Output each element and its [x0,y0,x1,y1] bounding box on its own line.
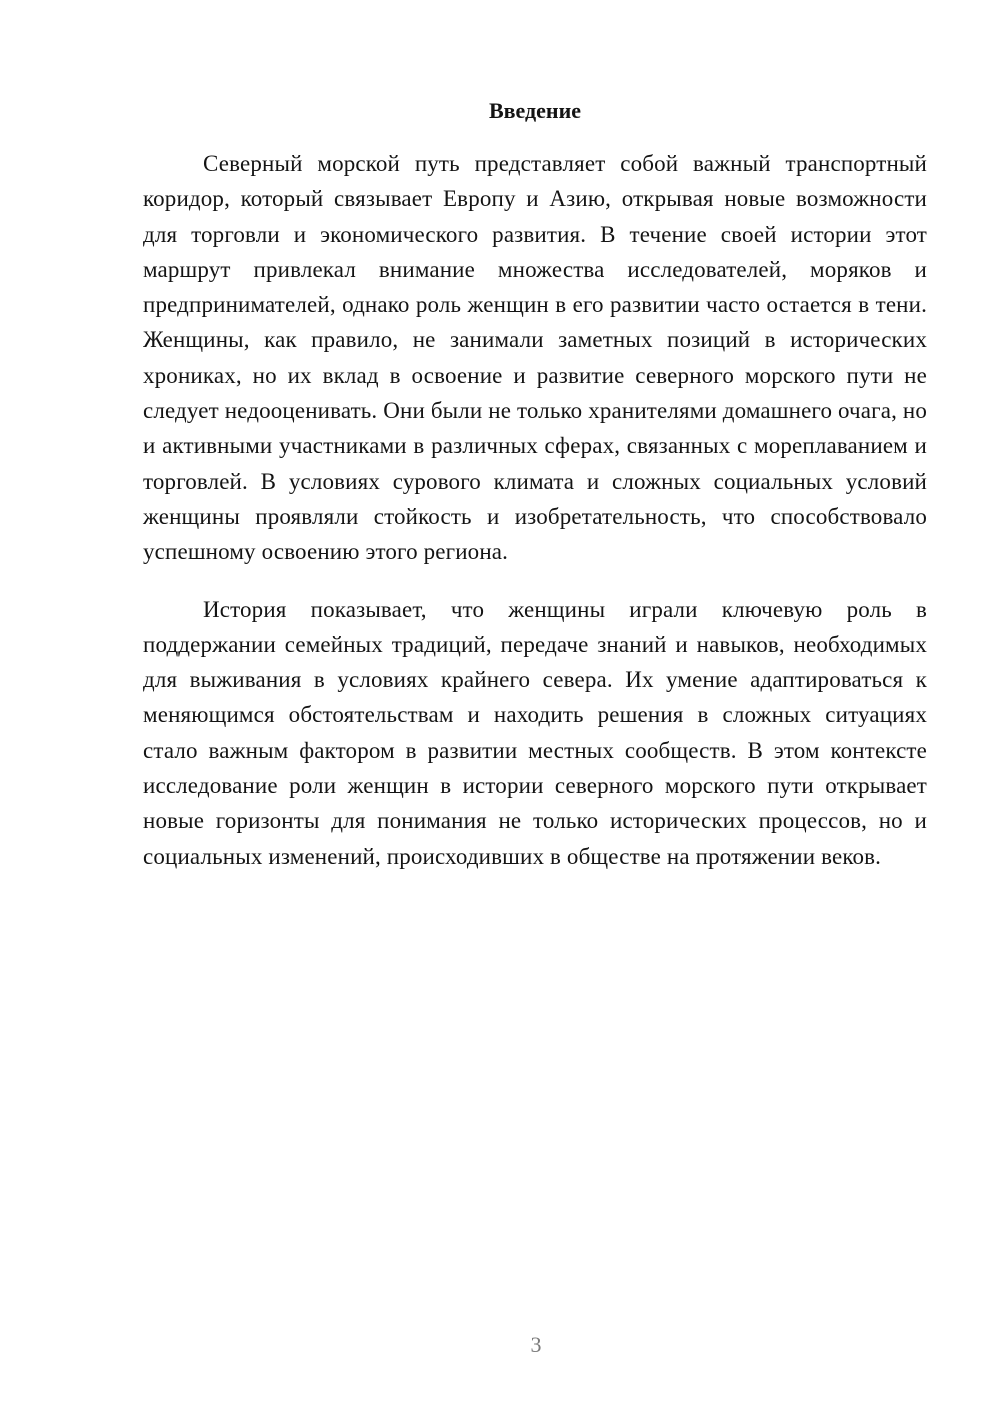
page-number: 3 [530,1332,542,1357]
paragraph-history: История показывает, что женщины играли ключевую роль в поддержании семейных традиций, передаче знаний и навыков, необходимых для выживания в условиях крайнего севера. Их умение адаптироваться к меняющимся обстоятельствам и находить решения в сложных ситуациях стало важным фактором в развитии местных сообществ. В этом контексте исследование роли женщин в истории северного морского пути открывает новые горизонты для понимания не только исторических процессов, но и социальных изменений, происходивших в обществе на протяжении веков. [143,596,927,869]
section-heading: Введение [488,98,582,123]
page-content [143,90,927,874]
paragraph-intro: Северный морской путь представляет собой важный транспортный коридор, который связывает Европу и Азию, открывая новые возможности для торговли и экономического развития. В течение своей истории этот маршрут привлекал внимание множества исследователей, моряков и предпринимателей, однако роль женщин в его развитии часто остается в тени. Женщины, как правило, не занимали заметных позиций в исторических хрониках, но их вклад в освоение и развитие северного морского пути не следует недооценивать. Они были не только хранителями домашнего очага, но и активными участниками в различных сферах, связанных с мореплаванием и торговлей. В условиях сурового климата и сложных социальных условий женщины проявляли стойкость и изобретательность, что способствовало успешному освоению этого региона. [143,151,927,565]
